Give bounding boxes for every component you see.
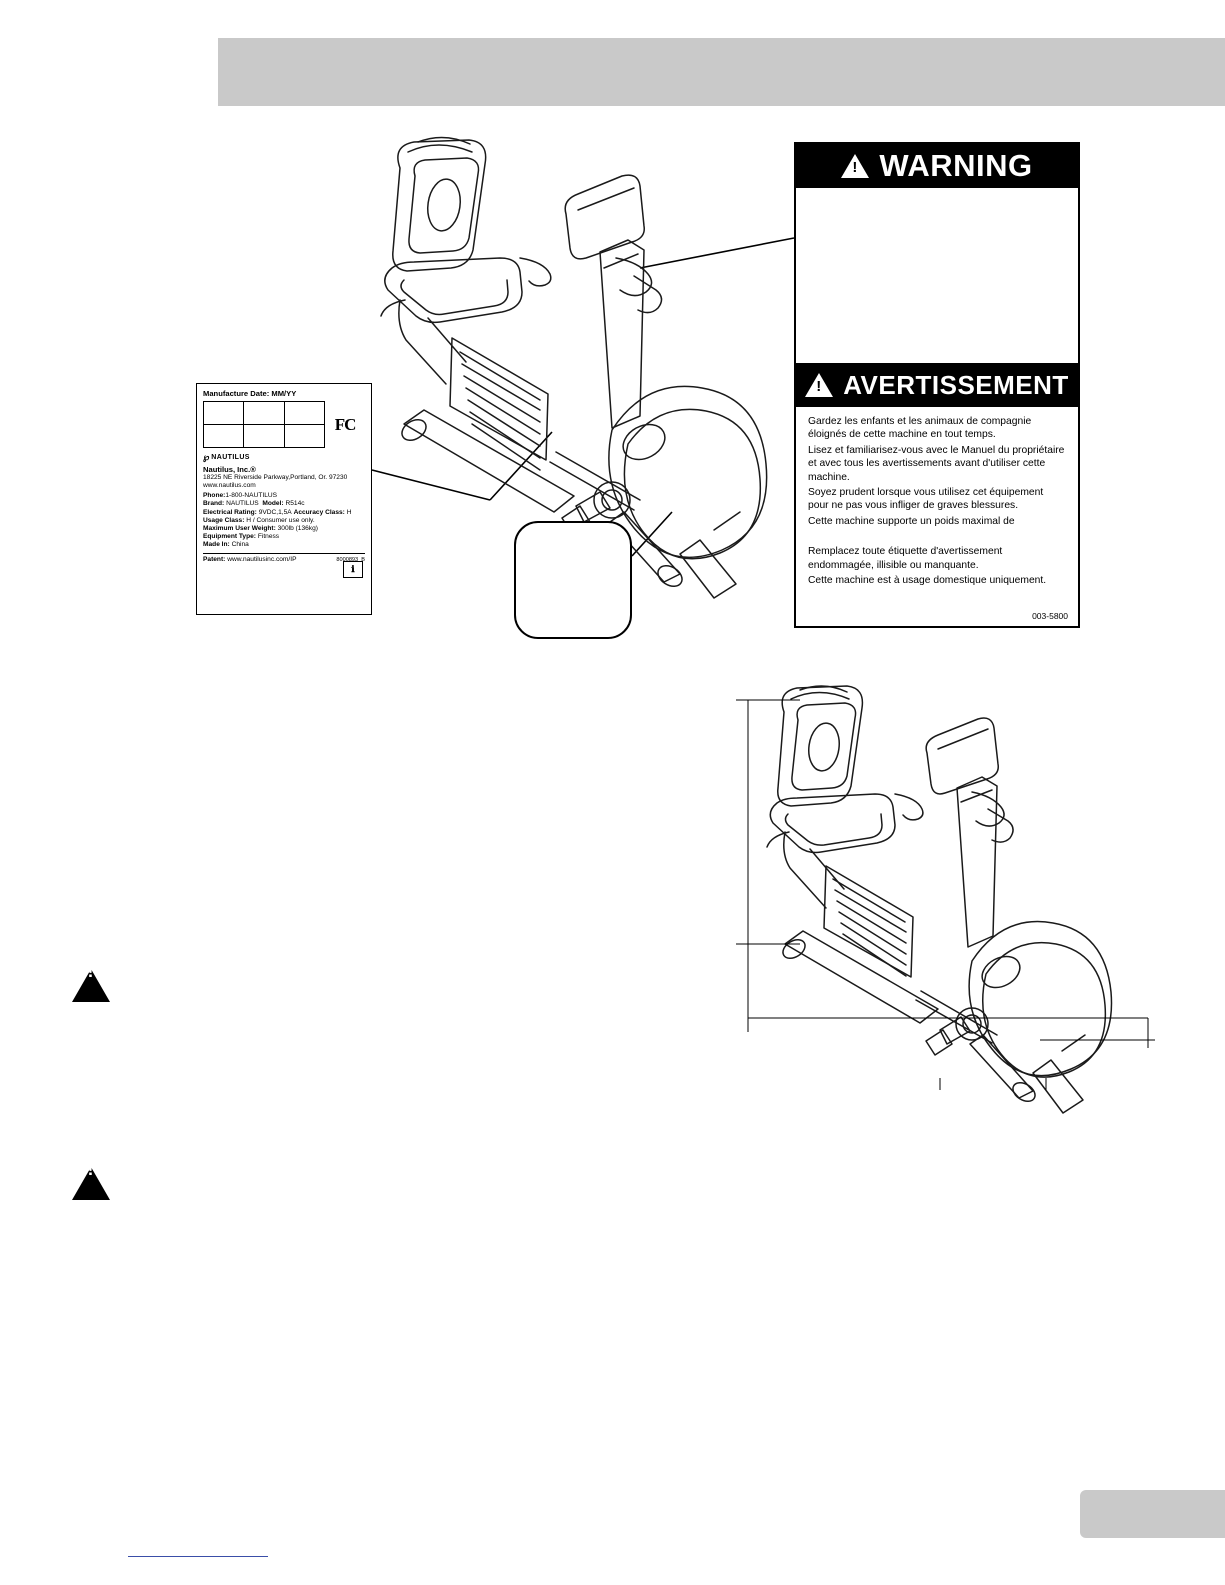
usage-label: Usage Class: bbox=[203, 516, 245, 524]
warning-body-en bbox=[796, 188, 1078, 363]
warning-fr-line: Lisez et familiarisez-vous avec le Manuel du propriétaire et avec tous les avertissements avant d'utiliser cette machine. bbox=[808, 444, 1065, 483]
safety-warning-label bbox=[794, 142, 1080, 628]
manufacture-date-label: Manufacture Date: bbox=[203, 389, 270, 398]
nautilus-swirl-icon: ℘ bbox=[203, 452, 210, 463]
manufacture-date-value: MM/YY bbox=[271, 389, 297, 398]
spec-divider bbox=[203, 553, 365, 554]
max-weight-value: 300lb (136kg) bbox=[277, 525, 318, 532]
warning-title-en: WARNING bbox=[879, 148, 1033, 183]
date-cell bbox=[204, 425, 244, 448]
product-spec-label bbox=[196, 383, 372, 615]
warning-banner-en bbox=[796, 144, 1078, 188]
manufacture-date-row bbox=[203, 389, 365, 398]
warning-part-number: 003-5800 bbox=[1032, 611, 1068, 621]
dimension-lines bbox=[736, 700, 1155, 1090]
made-in-value: China bbox=[231, 541, 249, 549]
footer-link-underline bbox=[128, 1556, 268, 1557]
company-address: 18225 NE Riverside Parkway,Portland, Or. 97230 bbox=[203, 473, 348, 481]
warning-fr-line: Soyez prudent lorsque vous utilisez cet équipement pour ne pas vous infliger de graves blessures. bbox=[808, 486, 1044, 512]
warning-fr-line bbox=[808, 530, 1066, 543]
date-cell bbox=[284, 425, 324, 448]
max-weight-label: Maximum User Weight: bbox=[203, 525, 276, 532]
nautilus-logo bbox=[203, 452, 365, 463]
date-cell bbox=[244, 425, 284, 448]
patent-label: Patent: bbox=[203, 555, 226, 563]
warning-fr-line: Gardez les enfants et les animaux de compagnie éloignés de cette machine en tout temps. bbox=[808, 416, 1032, 441]
warning-body-fr bbox=[796, 407, 1078, 594]
date-cell bbox=[284, 402, 324, 425]
brand-value: NAUTILUS bbox=[226, 500, 259, 508]
date-cell bbox=[204, 402, 244, 425]
electrical-label: Electrical Rating: bbox=[203, 508, 257, 516]
bike-illustration-bottom bbox=[767, 686, 1112, 1113]
page-footer-tab bbox=[1080, 1490, 1225, 1538]
alert-triangle-icon bbox=[841, 154, 869, 178]
company-website: www.nautilus.com bbox=[203, 482, 256, 490]
usage-value: H / Consumer use only. bbox=[246, 516, 315, 524]
accuracy-label: Accuracy Class: bbox=[293, 508, 345, 516]
brand-label: Brand: bbox=[203, 500, 225, 508]
spec-part-number: 8000893_B bbox=[336, 556, 365, 563]
warning-fr-line: Cette machine est à usage domestique uniquement. bbox=[808, 575, 1047, 587]
manufacture-date-grid bbox=[203, 401, 365, 448]
patent-value: www.nautilusinc.com/IP bbox=[227, 555, 297, 563]
read-manual-icon: ℹ bbox=[343, 561, 363, 578]
alert-triangle-icon bbox=[805, 373, 833, 397]
warning-banner-fr bbox=[796, 363, 1078, 407]
nautilus-wordmark: NAUTILUS bbox=[211, 453, 250, 461]
made-in-label: Made In: bbox=[203, 541, 230, 549]
warning-fr-line: Cette machine supporte un poids maximal de bbox=[808, 515, 1015, 527]
model-label: Model: bbox=[262, 500, 284, 508]
warning-fr-line: Remplacez toute étiquette d'avertissement endommagée, illisible ou manquante. bbox=[808, 546, 1003, 571]
equipment-label: Equipment Type: bbox=[203, 533, 256, 541]
accuracy-value: H bbox=[346, 508, 352, 516]
electrical-value: 9VDC,1,5A bbox=[258, 508, 292, 516]
date-cell bbox=[244, 402, 284, 425]
page-header-bar bbox=[218, 38, 1225, 106]
phone-label: Phone: bbox=[203, 492, 226, 500]
model-value: R514c bbox=[285, 500, 305, 508]
company-name: Nautilus, Inc.® bbox=[203, 464, 256, 474]
equipment-value: Fitness bbox=[257, 533, 280, 541]
phone-value: 1-800-NAUTILUS bbox=[225, 492, 278, 500]
fcc-logo-icon: FC bbox=[334, 415, 356, 435]
alert-triangle-icon bbox=[72, 1150, 112, 1186]
alert-triangle-icon bbox=[72, 952, 112, 988]
magnet-warning-icon-box bbox=[514, 521, 632, 639]
warning-title-fr: AVERTISSEMENT bbox=[843, 369, 1069, 400]
